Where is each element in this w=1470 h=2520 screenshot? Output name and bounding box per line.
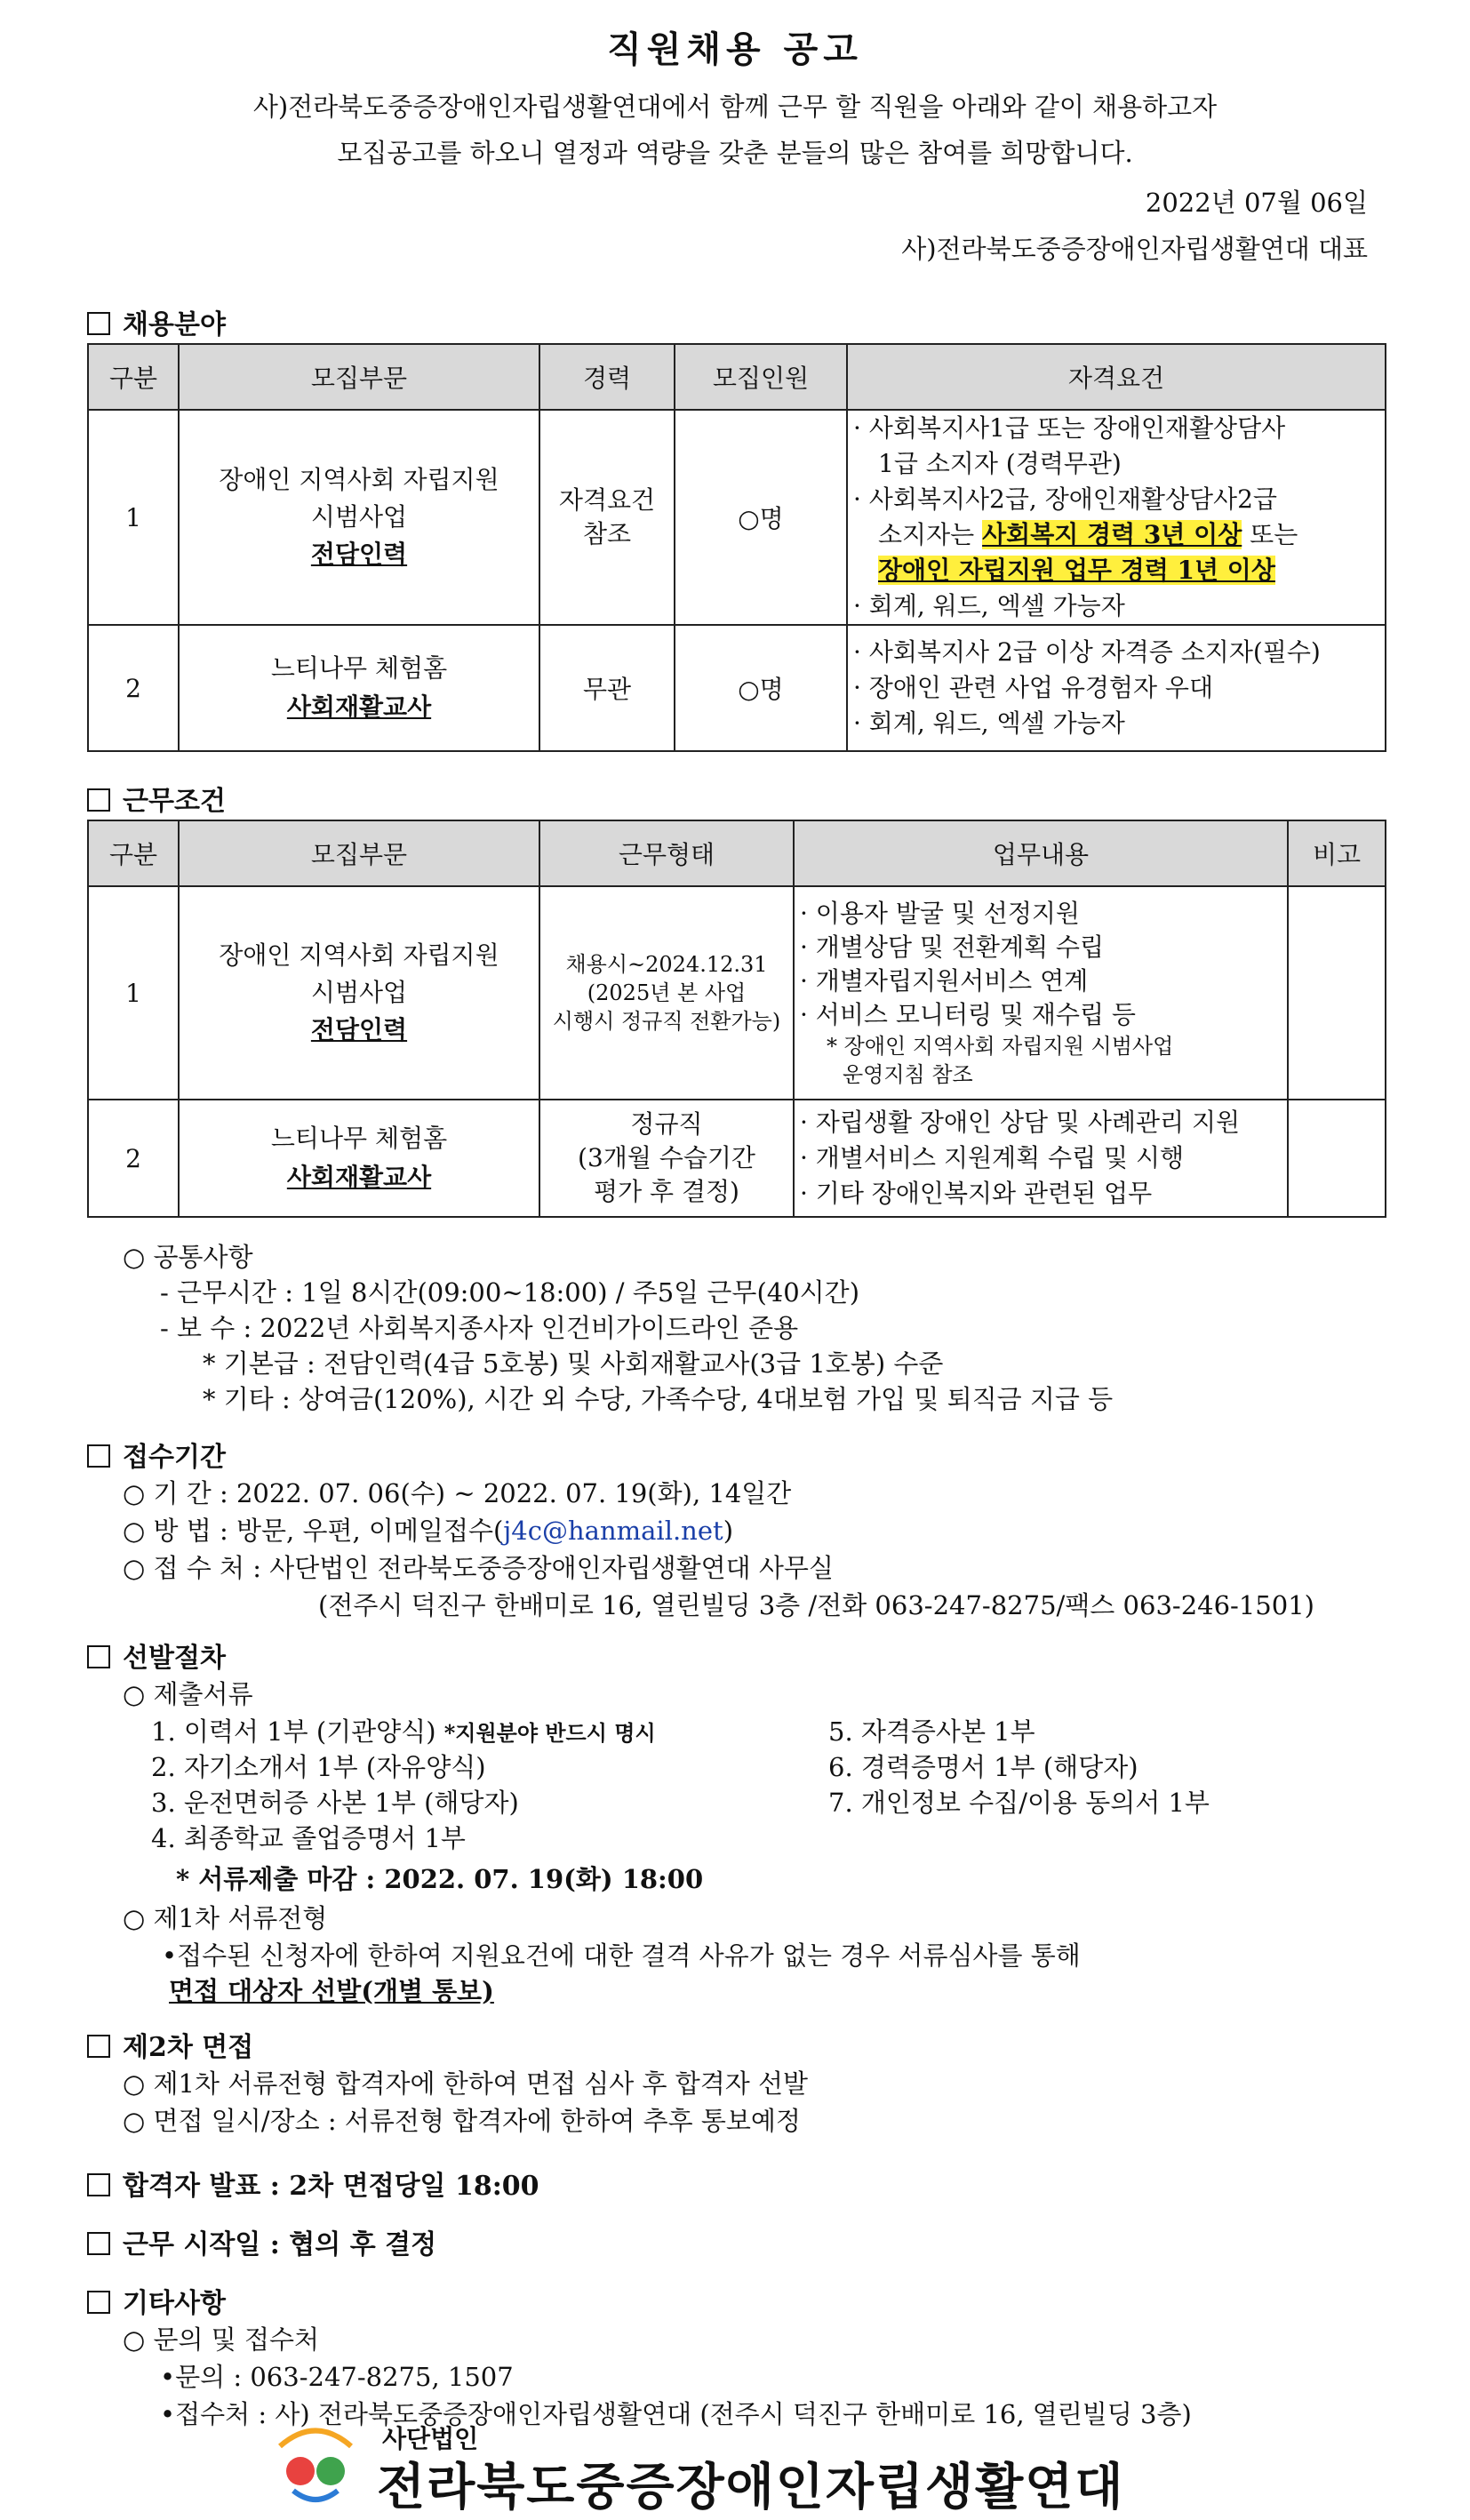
signer: 사)전라북도중증장애인자립생활연대 대표 [901, 234, 1368, 264]
checkbox-square-icon [87, 2291, 110, 2314]
col-header: 구분 [88, 820, 179, 886]
doc-item: 1. 이력서 1부 (기관양식) *지원분야 반드시 명시 [151, 1716, 656, 1747]
qualification-cell: · 사회복지사 2급 이상 자격증 소지자(필수) · 장애인 관련 사업 유경험자 우대 · 회계, 워드, 엑셀 가능자 [847, 625, 1386, 751]
checkbox-square-icon [87, 2173, 110, 2196]
col-header: 근무형태 [539, 820, 794, 886]
col-header: 업무내용 [794, 820, 1288, 886]
common-etc: * 기타 : 상여금(120%), 시간 외 수당, 가족수당, 4대보험 가입 및 퇴직금 지급 등 [203, 1384, 1114, 1414]
org-logo [267, 2420, 1155, 2517]
section-etc: 기타사항 [87, 2281, 226, 2320]
common-hours: - 근무시간 : 1일 8시간(09:00~18:00) / 주5일 근무(40시간) [160, 1277, 860, 1308]
period-line: ○ 기 간 : 2022. 07. 06(수) ~ 2022. 07. 19(화), 14일간 [123, 1478, 792, 1508]
contact-phone: •문의 : 063-247-8275, 1507 [160, 2362, 514, 2392]
row-number: 1 [88, 886, 179, 1100]
col-header: 비고 [1288, 820, 1386, 886]
table-row [88, 886, 1386, 1100]
col-header: 모집부문 [179, 820, 539, 886]
recruit-table [87, 343, 1386, 752]
notice-date: 2022년 07월 06일 [1145, 188, 1368, 218]
contact-heading: ○ 문의 및 접수처 [123, 2324, 320, 2355]
work-type-cell: 채용시~2024.12.31 (2025년 본 사업 시행시 정규직 전환가능) [539, 886, 794, 1100]
round1-result: 면접 대상자 선발(개별 통보) [169, 1976, 494, 2006]
career-cell: 무관 [539, 625, 675, 751]
section-work-conditions: 근무조건 [87, 779, 226, 818]
doc-item: 3. 운전면허증 사본 1부 (해당자) [151, 1788, 519, 1818]
common-base-pay: * 기본급 : 전담인력(4급 5호봉) 및 사회재활교사(3급 1호봉) 수준 [203, 1348, 944, 1379]
checkbox-square-icon [87, 312, 110, 335]
logo-title: 전라북도중증장애인자립생활연대 [377, 2459, 1125, 2516]
common-pay: - 보 수 : 2022년 사회복지종사자 인건비가이드라인 준용 [160, 1313, 799, 1343]
section-interview: 제2차 면접 [87, 2025, 253, 2064]
career-cell: 자격요건 참조 [539, 410, 675, 625]
logo-emblem-icon [267, 2420, 364, 2508]
common-heading: ○ 공통사항 [123, 1242, 253, 1272]
deadline: * 서류제출 마감 : 2022. 07. 19(화) 18:00 [176, 1864, 704, 1894]
section-recruit-field: 채용분야 [87, 302, 226, 341]
checkbox-square-icon [87, 2232, 110, 2255]
dept-cell: 장애인 지역사회 자립지원 시범사업 전담인력 [179, 410, 539, 625]
checkbox-square-icon [87, 1444, 110, 1468]
doc-item: 6. 경력증명서 1부 (해당자) [828, 1752, 1138, 1782]
logo-subtitle: 사단법인 [382, 2424, 479, 2453]
checkbox-square-icon [87, 788, 110, 812]
page-title: 직원채용 공고 [607, 28, 863, 70]
office-line: ○ 접 수 처 : 사단법인 전라북도중증장애인자립생활연대 사무실 [123, 1553, 834, 1583]
table-header-row [88, 820, 1386, 886]
section-application-period: 접수기간 [87, 1435, 226, 1474]
remark-cell [1288, 886, 1386, 1100]
table-header-row [88, 344, 1386, 410]
qualification-cell: · 사회복지사1급 또는 장애인재활상담사 1급 소지자 (경력무관) · 사회복지사2급, 장애인재활상담사2급 소지자는 사회복지 경력 3년 이상 또는 장애인 자립지원 업무 경력 1년 이상 · 회계, 워드, 엑셀 가능자 [847, 410, 1386, 625]
round1-heading: ○ 제1차 서류전형 [123, 1903, 328, 1933]
row-number: 1 [88, 410, 179, 625]
col-header: 경력 [539, 344, 675, 410]
count-cell: ○명 [675, 410, 847, 625]
duty-cell: · 이용자 발굴 및 선정지원 · 개별상담 및 전환계획 수립 · 개별자립지원서비스 연계 · 서비스 모니터링 및 재수립 등 * 장애인 지역사회 자립지원 시범사업 운영지침 참조 [794, 886, 1288, 1100]
intro-line-1: 사)전라북도중증장애인자립생활연대에서 함께 근무 할 직원을 아래와 같이 채용하고자 [252, 92, 1218, 122]
section-announcement: 합격자 발표 : 2차 면접당일 18:00 [87, 2164, 539, 2203]
documents-heading: ○ 제출서류 [123, 1679, 253, 1709]
contact-address: •접수처 : 사) 전라북도중증장애인자립생활연대 (전주시 덕진구 한배미로 16, 열린빌딩 3층) [160, 2399, 1192, 2429]
section-selection-procedure: 선발절차 [87, 1636, 226, 1675]
interview-line: ○ 제1차 서류전형 합격자에 한하여 면접 심사 후 합격자 선발 [123, 2068, 809, 2099]
table-row [88, 410, 1386, 625]
dept-cell: 느티나무 체험홈 사회재활교사 [179, 1100, 539, 1217]
row-number: 2 [88, 625, 179, 751]
col-header: 모집부문 [179, 344, 539, 410]
col-header: 자격요건 [847, 344, 1386, 410]
col-header: 모집인원 [675, 344, 847, 410]
remark-cell [1288, 1100, 1386, 1217]
office-address: (전주시 덕진구 한배미로 16, 열린빌딩 3층 /전화 063-247-8275/팩스 063-246-1501) [318, 1590, 1314, 1620]
highlight-text: 장애인 자립지원 업무 경력 1년 이상 [878, 556, 1275, 585]
checkbox-square-icon [87, 1645, 110, 1668]
interview-schedule: ○ 면접 일시/장소 : 서류전형 합격자에 한하여 추후 통보예정 [123, 2106, 801, 2136]
doc-item: 4. 최종학교 졸업증명서 1부 [151, 1823, 466, 1853]
email-link[interactable]: j4c@hanmail.net [503, 1516, 723, 1546]
row-number: 2 [88, 1100, 179, 1217]
highlight-text: 사회복지 경력 3년 이상 [982, 520, 1242, 549]
table-row [88, 625, 1386, 751]
work-type-cell: 정규직 (3개월 수습기간 평가 후 결정) [539, 1100, 794, 1217]
doc-item: 2. 자기소개서 1부 (자유양식) [151, 1752, 486, 1782]
duty-cell: · 자립생활 장애인 상담 및 사례관리 지원 · 개별서비스 지원계획 수립 및 시행 · 기타 장애인복지와 관련된 업무 [794, 1100, 1288, 1217]
section-start-date: 근무 시작일 : 협의 후 결정 [87, 2222, 436, 2261]
table-row [88, 1100, 1386, 1217]
round1-desc: •접수된 신청자에 한하여 지원요건에 대한 결격 사유가 없는 경우 서류심사를 통해 [162, 1940, 1081, 1971]
intro-line-2: 모집공고를 하오니 열정과 역량을 갖춘 분들의 많은 참여를 희망합니다. [337, 138, 1133, 168]
dept-cell: 장애인 지역사회 자립지원 시범사업 전담인력 [179, 886, 539, 1100]
conditions-table [87, 820, 1386, 1218]
count-cell: ○명 [675, 625, 847, 751]
doc-item: 5. 자격증사본 1부 [828, 1716, 1035, 1747]
checkbox-square-icon [87, 2035, 110, 2058]
dept-cell: 느티나무 체험홈 사회재활교사 [179, 625, 539, 751]
method-line: ○ 방 법 : 방문, 우편, 이메일접수(j4c@hanmail.net) [123, 1516, 734, 1546]
doc-item: 7. 개인정보 수집/이용 동의서 1부 [828, 1788, 1210, 1818]
col-header: 구분 [88, 344, 179, 410]
